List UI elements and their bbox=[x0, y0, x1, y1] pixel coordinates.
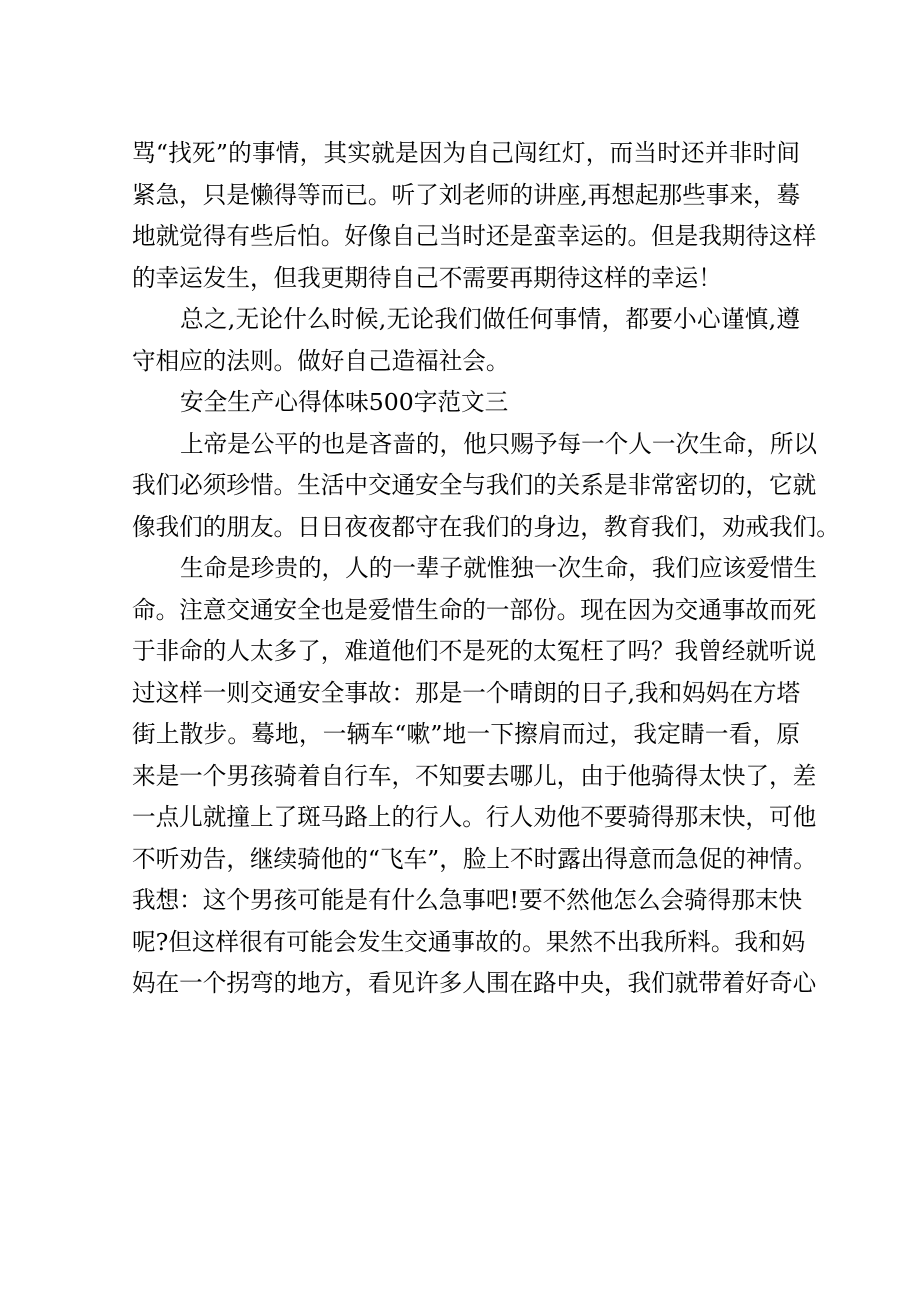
text-line: 我想：这个男孩可能是有什么急事吧!要不然他怎么会骑得那末快 bbox=[132, 886, 803, 914]
text-line: 命。注意交通安全也是爱惜生命的一部份。现在因为交通事故而死 bbox=[132, 595, 817, 624]
document-body bbox=[132, 133, 840, 1005]
paragraph-start-line: 上帝是公平的也是吝啬的，他只赐予每一个人一次生命，所以 bbox=[180, 429, 818, 458]
text-line: 于非命的人太多了，难道他们不是死的太冤枉了吗？我曾经就听说 bbox=[132, 637, 817, 665]
text-line: 街上散步。蓦地，一辆车“嗽”地一下擦肩而过，我定睛一看，原 bbox=[132, 720, 800, 748]
text-line: 紧急，只是懒得等而已。听了刘老师的讲座,再想起那些事来，蓦 bbox=[132, 180, 801, 209]
text-line: 来是一个男孩骑着自行车，不知要去哪儿，由于他骑得太快了，差 bbox=[132, 761, 817, 790]
text-line: 过这样一则交通安全事故：那是一个晴朗的日子,我和妈妈在方塔 bbox=[132, 678, 801, 707]
paragraph-start-line: 总之,无论什么时候,无论我们做任何事情，都要小心谨慎,遵 bbox=[180, 305, 800, 333]
text-line: 妈在一个拐弯的地方，看见许多人围在路中央，我们就带着好奇心 bbox=[132, 969, 817, 997]
text-line: 像我们的朋友。日日夜夜都守在我们的身边，教育我们，劝戒我们。 bbox=[132, 512, 840, 541]
text-line: 一点儿就撞上了斑马路上的行人。行人劝他不要骑得那末快，可他 bbox=[132, 803, 817, 831]
text-line: 骂“找死”的事情，其实就是因为自己闯红灯，而当时还并非时间 bbox=[132, 139, 800, 167]
text-line: 的幸运发生，但我更期待自己不需要再期待这样的幸运！ bbox=[132, 263, 722, 292]
section-heading: 安全生产心得体味500字范文三 bbox=[180, 388, 509, 416]
text-line: 不听劝告，继续骑他的“飞车”，脸上不时露出得意而急促的神情。 bbox=[132, 844, 817, 873]
text-line: 我们必须珍惜。生活中交通安全与我们的关系是非常密切的，它就 bbox=[132, 471, 817, 499]
text-line: 呢?但这样很有可能会发生交通事故的。果然不出我所料。我和妈 bbox=[132, 927, 806, 956]
text-line: 守相应的法则。做好自己造福社会。 bbox=[132, 346, 510, 375]
text-line: 地就觉得有些后怕。好像自己当时还是蛮幸运的。但是我期待这样 bbox=[132, 222, 817, 250]
paragraph-start-line: 生命是珍贵的，人的一辈子就惟独一次生命，我们应该爱惜生 bbox=[180, 554, 818, 582]
